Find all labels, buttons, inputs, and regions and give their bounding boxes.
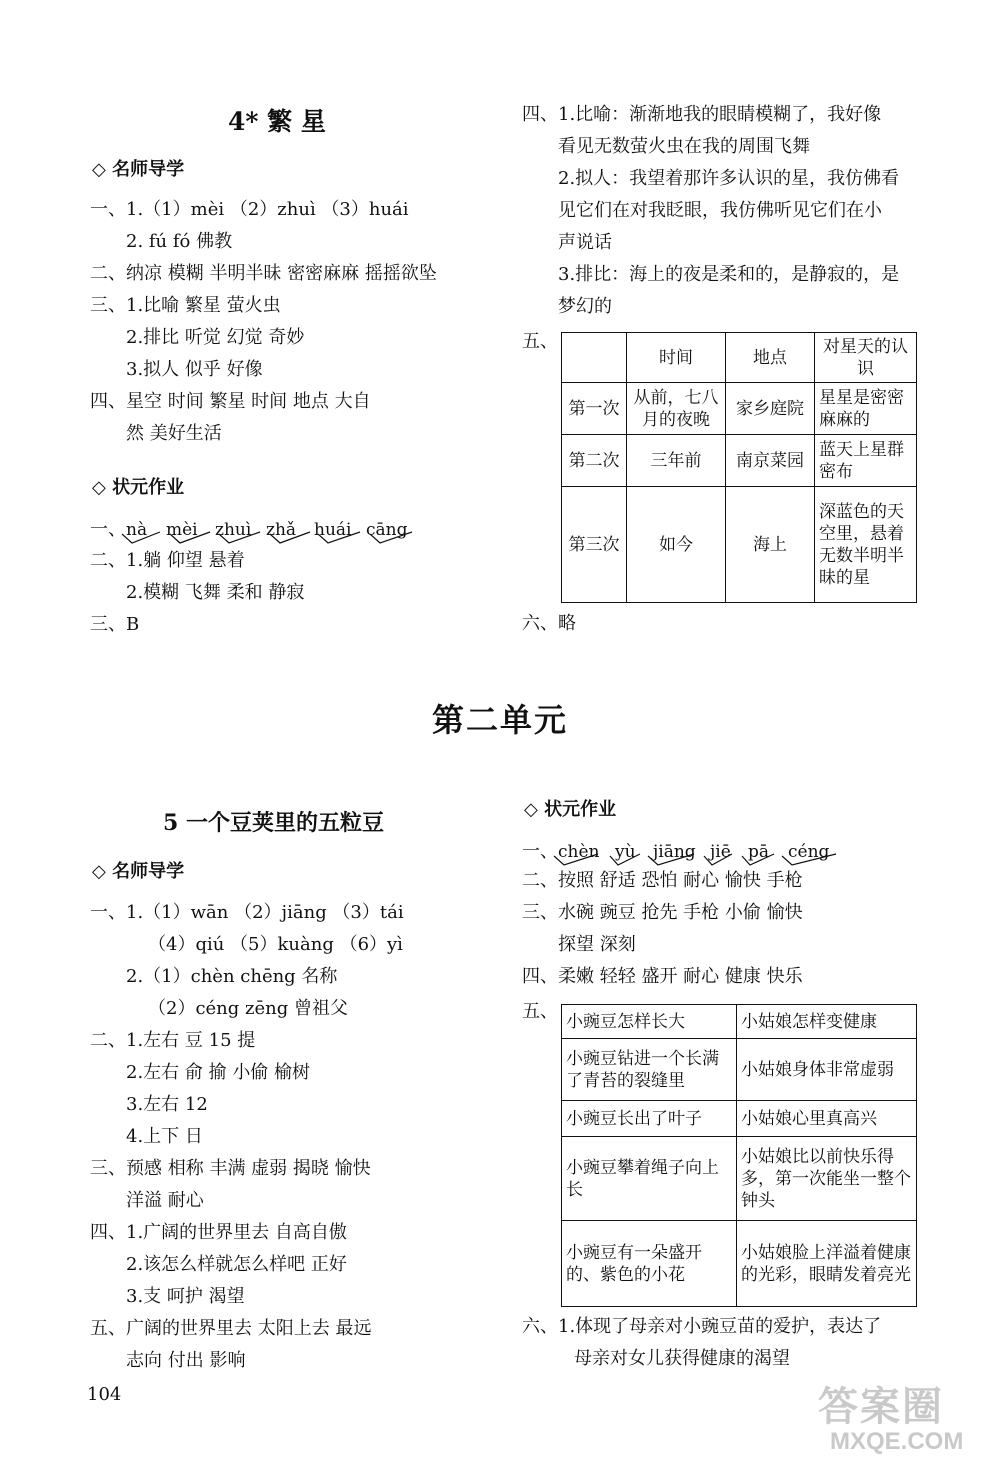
answer-line: 3.左右 12	[126, 1094, 208, 1115]
table-cell: 小姑娘身体非常虚弱	[737, 1039, 917, 1101]
table-cell: 小豌豆怎样长大	[562, 1005, 737, 1039]
watermark-logo-text: 答案圈	[818, 1385, 944, 1429]
pinyin-item: nà	[126, 520, 148, 540]
answer-label: 五、	[522, 1001, 558, 1022]
table-cell: 家乡庭院	[726, 383, 815, 435]
answer-line: 三、水碗 豌豆 抢先 手枪 小偷 愉快	[522, 902, 803, 923]
section-header-guide: ◇ 名师导学	[92, 159, 185, 180]
answer-line: 志向 付出 影响	[126, 1350, 246, 1371]
answer-line: 一、1.（1）mèi （2）zhuì （3）huái	[90, 199, 409, 220]
answer-line: 二、按照 舒适 恐怕 耐心 愉快 手枪	[522, 870, 803, 891]
answer-line: 六、1.体现了母亲对小豌豆苗的爱护，表达了	[522, 1316, 882, 1337]
lesson-4-title: 4* 繁 星	[228, 107, 326, 136]
answer-line: 四、柔嫩 轻轻 盛开 耐心 健康 快乐	[522, 966, 803, 987]
pinyin-tick-marks	[552, 852, 852, 868]
answer-line: 见它们在对我眨眼，我仿佛听见它们在小	[558, 200, 882, 221]
answer-line: 2.该怎么样就怎么样吧 正好	[126, 1254, 347, 1275]
pinyin-item: chèn	[558, 842, 600, 862]
table-cell: 小姑娘怎样变健康	[737, 1005, 917, 1039]
answer-line: 五、广阔的世界里去 太阳上去 最远	[90, 1318, 372, 1339]
table-row	[562, 1221, 917, 1307]
answer-line: 4.上下 日	[126, 1126, 203, 1147]
table-cell: 从前，七八月的夜晚	[627, 383, 726, 435]
table-cell: 小姑娘心里真高兴	[737, 1101, 917, 1137]
answer-line: 3.排比：海上的夜是柔和的，是静寂的，是	[558, 264, 900, 285]
answer-line: 然 美好生活	[126, 423, 222, 444]
pinyin-item: jiē	[710, 842, 731, 862]
answer-line: 声说话	[558, 232, 612, 253]
section-header-homework: ◇ 状元作业	[524, 799, 617, 820]
answer-line: 2.左右 俞 揄 小偷 榆树	[126, 1062, 311, 1083]
table-cell: 小姑娘比以前快乐得多，第一次能坐一整个钟头	[737, 1137, 917, 1221]
pinyin-item: zhuì	[215, 520, 252, 540]
table-cell: 三年前	[627, 435, 726, 487]
pinyin-item: yù	[615, 842, 636, 862]
answer-line: 2.排比 听觉 幻觉 奇妙	[126, 327, 305, 348]
answer-line: 探望 深刻	[558, 934, 636, 955]
pinyin-prefix: 一、	[90, 519, 126, 540]
pinyin-item: pā	[748, 842, 770, 862]
pinyin-tick-marks	[120, 530, 430, 546]
table-cell: 地点	[726, 333, 815, 383]
table-row	[562, 1039, 917, 1101]
answer-label: 五、	[522, 331, 558, 352]
pea-table	[561, 1004, 917, 1307]
answer-line: 3.拟人 似乎 好像	[126, 359, 263, 380]
watermark-url: MXQE.COM	[830, 1428, 964, 1455]
table-cell: 小豌豆攀着绳子向上长	[562, 1137, 737, 1221]
answer-line: 2. fú fó 佛教	[126, 231, 233, 252]
table-row	[562, 1137, 917, 1221]
answer-line: 2.（1）chèn chēng 名称	[126, 966, 338, 987]
unit-title: 第二单元	[431, 701, 568, 739]
table-cell: 小豌豆有一朵盛开的、紫色的小花	[562, 1221, 737, 1307]
pinyin-item: huái	[314, 520, 352, 540]
star-table	[561, 332, 917, 603]
table-row	[562, 487, 917, 603]
table-cell: 第三次	[562, 487, 627, 603]
table-cell: 时间	[627, 333, 726, 383]
pinyin-item: cāng	[366, 520, 408, 540]
answer-line: 四、1.比喻：渐渐地我的眼睛模糊了，我好像	[522, 104, 882, 125]
table-row	[562, 1101, 917, 1137]
table-cell: 海上	[726, 487, 815, 603]
answer-line: 三、预感 相称 丰满 虚弱 揭晓 愉快	[90, 1158, 371, 1179]
answer-line: 二、1.躺 仰望 悬着	[90, 550, 245, 571]
pinyin-item: céng	[788, 842, 830, 862]
pinyin-item: zhǎ	[266, 520, 297, 540]
table-cell: 蓝天上星群密布	[815, 435, 917, 487]
answer-line: 3.支 呵护 渴望	[126, 1286, 245, 1307]
answer-line: （4）qiú （5）kuàng （6）yì	[148, 934, 403, 955]
answer-line: 四、星空 时间 繁星 时间 地点 大自	[90, 391, 371, 412]
pinyin-prefix: 一、	[522, 841, 558, 862]
table-cell: 如今	[627, 487, 726, 603]
answer-line: 六、略	[522, 613, 576, 634]
table-row	[562, 1005, 917, 1039]
table-cell: 第一次	[562, 383, 627, 435]
answer-line: 母亲对女儿获得健康的渴望	[574, 1348, 790, 1369]
answer-line: 看见无数萤火虫在我的周围飞舞	[558, 136, 810, 157]
answer-line: 三、1.比喻 繁星 萤火虫	[90, 295, 281, 316]
table-row	[562, 435, 917, 487]
answer-line: （2）céng zēng 曾祖父	[148, 998, 348, 1019]
pinyin-item: jiāng	[653, 842, 696, 862]
section-header-guide: ◇ 名师导学	[92, 861, 185, 882]
table-row	[562, 333, 917, 383]
table-cell: 南京菜园	[726, 435, 815, 487]
answer-line: 洋溢 耐心	[126, 1190, 204, 1211]
answer-line: 二、纳凉 模糊 半明半昧 密密麻麻 摇摇欲坠	[90, 263, 437, 284]
pinyin-item: mèi	[166, 520, 198, 540]
answer-line: 一、1.（1）wān （2）jiāng （3）tái	[90, 902, 404, 923]
table-cell: 对星天的认识	[815, 333, 917, 383]
lesson-5-title: 5 一个豆荚里的五粒豆	[163, 810, 384, 836]
table-cell: 小姑娘脸上洋溢着健康的光彩，眼睛发着亮光	[737, 1221, 917, 1307]
page-number: 104	[87, 1384, 122, 1405]
answer-line: 梦幻的	[558, 296, 612, 317]
table-cell: 小豌豆钻进一个长满了青苔的裂缝里	[562, 1039, 737, 1101]
table-cell: 星星是密密麻麻的	[815, 383, 917, 435]
answer-line: 2.拟人：我望着那许多认识的星，我仿佛看	[558, 168, 900, 189]
table-cell: 小豌豆长出了叶子	[562, 1101, 737, 1137]
answer-line: 2.模糊 飞舞 柔和 静寂	[126, 582, 305, 603]
table-cell: 深蓝色的天空里，悬着无数半明半昧的星	[815, 487, 917, 603]
answer-line: 四、1.广阔的世界里去 自高自傲	[90, 1222, 347, 1243]
answer-line: 二、1.左右 豆 15 提	[90, 1030, 256, 1051]
section-header-homework: ◇ 状元作业	[92, 477, 185, 498]
answer-line: 三、B	[90, 614, 140, 635]
table-row	[562, 383, 917, 435]
table-cell	[562, 333, 627, 383]
table-cell: 第二次	[562, 435, 627, 487]
